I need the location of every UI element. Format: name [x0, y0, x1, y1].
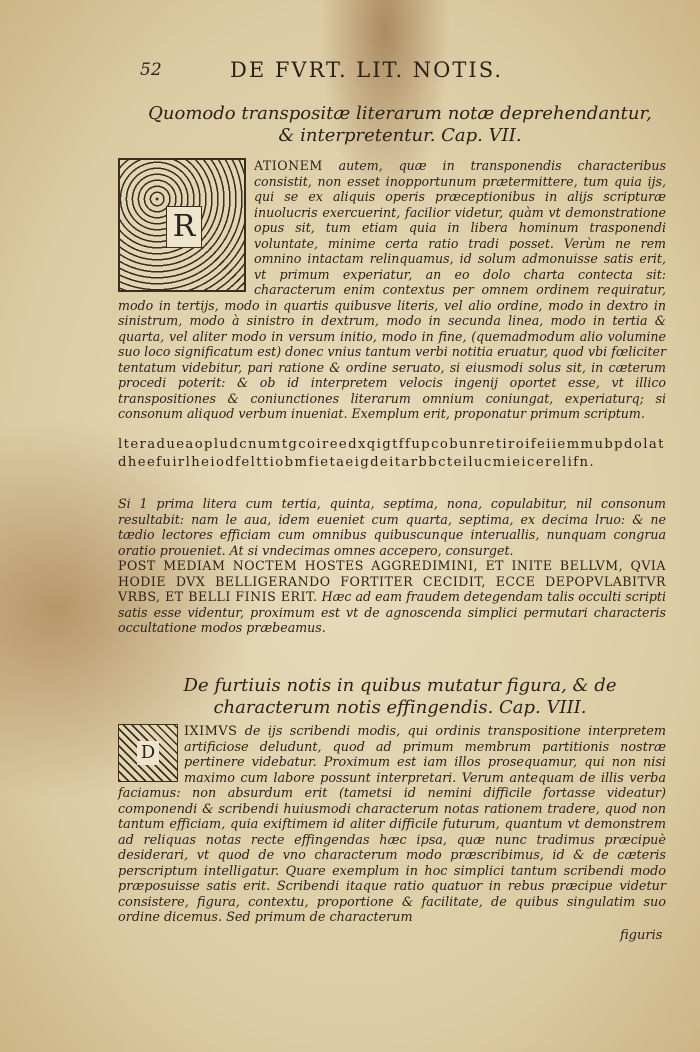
paragraph-text: Si 1 prima litera cum tertia, quinta, septima, nona, copulabitur, nil consonum resultabit: nam le aua, idem eueniet cum quarta, septima, ex decima lruo: & ne tædio lectores efficiam cum omnibus quibuscunque interuallis, nunquam congrua oratio proueniet. At si vndecimas omnes accepero, consurget. — [118, 496, 666, 558]
lead-caps: ATIONEM — [254, 158, 323, 173]
initial-letter: R — [166, 206, 202, 248]
decoded-plaintext: POST MEDIAM NOCTEM HOSTES AGGREDIMINI, ET INITE BELLVM, QVIA HODIE DVX BELLIGERANDO FORTITER CECIDIT, ECCE DEPOPVLABITVR VRBS, ET BELLI FINIS ERIT. — [118, 558, 666, 604]
chapter-7-paragraph-1 — [118, 158, 666, 422]
lead-caps: IXIMVS — [184, 724, 238, 739]
decorated-initial-d — [118, 724, 178, 782]
page-header — [130, 58, 670, 88]
paragraph-body: de ijs scribendi modis, qui ordinis transpositione interpretem artificiose deludunt, quod ad primum membrum partitionis nostræ pertinere videbatur. Proximum est iam illos prosequamur, qui non nisi maximo cum labore possunt interpretari. Verum antequam de illis verba faciamus: non absurdum erit (tametsi id nemini difficile fortasse videatur) componendi & scribendi huiusmodi characterum notas rationem tradere, quod non tantum efficiam, quia exiftimem id aliter difficile futurum, quantum vt demonstrem ad reliquas notas recte effingendas hæc ipsa, quæ nunc tradimus præcipuè desiderari, vt quod de vno characterum modo præscribimus, id & de cæteris perscriptum intelligatur. Quare exemplum in hoc simplici tantum scribendi modo præposuisse satis erit. Scribendi itaque ratio quatuor in rebus præcipue videtur consistere, figura, contextu, proportione & facilitate, de quibus singulatim suo ordine dicemus. Sed primum de characterum — [118, 724, 666, 925]
decoded-paragraph — [118, 558, 666, 636]
paragraph-body: autem, quæ in transponendis characteribus consistit, non esset inopportunum prætermittere, tum quia ijs, qui se ex aliquis operis præceptionibus in alijs scripturæ inuolucris exercuerint, facilior videtur, quàm vt demonstratione opus sit, tum etiam quia in libera hominum trasponendi voluntate, minime certa ratio tradi posset. Verùm ne rem omnino intactam relinquamus, id solum admonuisse satis erit, vt primum experiatur, an eo dolo charta contecta sit: characterum enim contextus per omnem ordinem requiratur, modo in tertijs, modo in quartis quibusve literis, vel alio ordine, modo in dextro in sinistrum, modo à sinistro in dextrum, modo in secunda linea, modo in tertia & quarta, vel aliter modo in versum initio, modo in fine, (quemadmodum alio volumine suo loco significatum est) donec vnius tantum verbi notitia eruatur, quod vbi fœliciter tentatum videbitur, pari ratione & ordine seruato, si eiusmodi solus sit, in cæterum procedi poterit: & ob id interpretem velocis ingenij oportet esse, vt illico transpositiones & coniunctiones literarum omnium coniungat, experiaturq; si consonum aliquod verbum inueniat. Exemplum erit, proponatur primum scriptum. — [118, 158, 666, 421]
chapter-8-paragraph-1 — [118, 724, 666, 926]
catchword: figuris — [620, 928, 663, 943]
decorated-initial-r — [118, 158, 246, 292]
cipher-example: lteradueaopludcnumtgcoireedxqigtffupcobunretiroifeiiemmubpdolatdheefuirlheiodfelttiobmfietaeigdeitarbbcteilucmieicerelifn. — [118, 437, 665, 470]
page-number: 52 — [140, 60, 162, 80]
paragraph-text — [118, 724, 666, 926]
running-title: DE FVRT. LIT. NOTIS. — [230, 58, 504, 82]
paragraph-body: Hæc ad eam fraudem detegendam talis occulti scripti satis esse videntur, proximum est vt de agnoscenda simplici permutari characteris occultatione modos præbeamus. — [118, 589, 666, 635]
chapter-8-title: De furtiuis notis in quibus mutatur figura, & de characterum notis effingendis. Cap. VIII. — [183, 675, 617, 718]
initial-letter: D — [137, 741, 159, 765]
chapter-7-paragraph-2 — [118, 496, 666, 636]
chapter-7-title: Quomodo transpositæ literarum notæ deprehendantur, & interpretentur. Cap. VII. — [148, 103, 652, 146]
